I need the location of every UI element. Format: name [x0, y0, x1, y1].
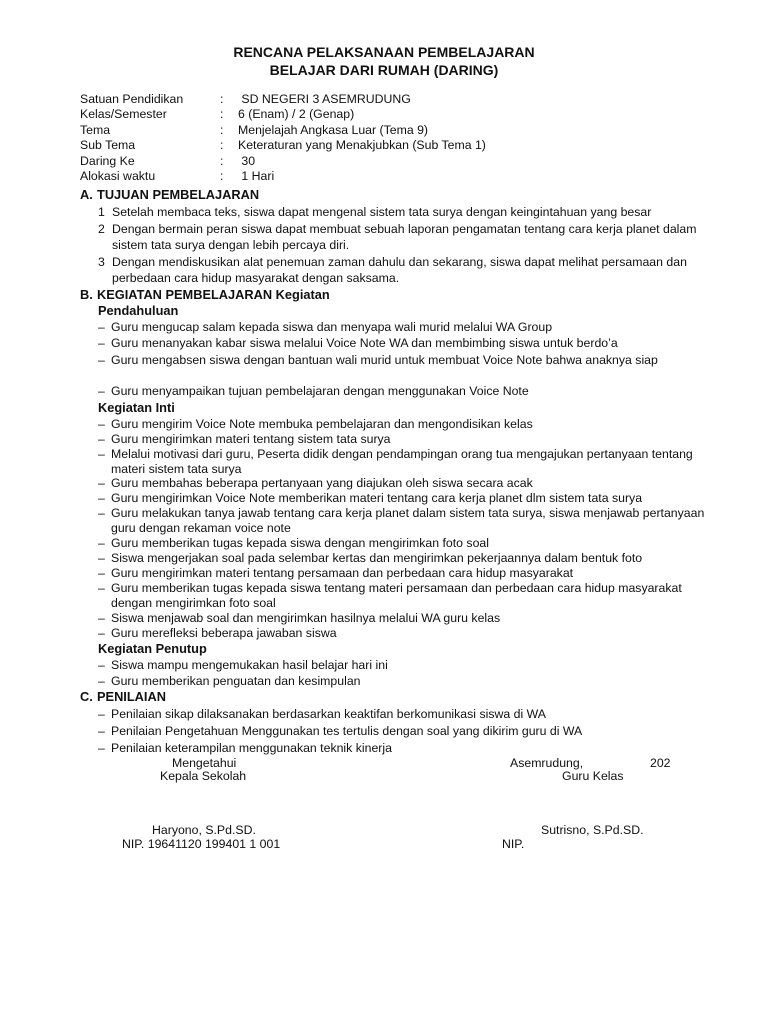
bullet-dash: –: [98, 476, 105, 490]
section-title: PENILAIAN: [97, 689, 166, 704]
identity-colon: :: [220, 122, 224, 137]
mengetahui-label: Mengetahui: [172, 756, 237, 770]
item-number: 1: [98, 205, 105, 219]
bullet-dash: –: [98, 417, 105, 431]
list-item: [98, 707, 718, 722]
item-text: Guru memberikan tugas kepada siswa tentang materi persamaan dan perbedaan cara hidup masyarakat dengan mengirimkan foto soal: [111, 581, 682, 610]
identity-row: [80, 154, 486, 169]
item-text: Guru menanyakan kabar siswa melalui Voice Note WA dan membimbing siswa untuk berdo’a: [111, 336, 618, 350]
list-item: [98, 566, 718, 581]
item-text: Dengan mendiskusikan alat penemuan zaman dahulu dan sekarang, siswa dapat melihat persamaan dan perbedaan cara hidup masyarakat dengan saksama.: [112, 255, 687, 285]
item-text: Guru mengucap salam kepada siswa dan menyapa wali murid melalui WA Group: [111, 320, 553, 334]
identity-value: 1 Hari: [238, 168, 275, 183]
identity-label: Kelas/Semester: [80, 107, 167, 122]
list-item: [98, 674, 718, 689]
bullet-dash: –: [98, 353, 105, 367]
list-item: [98, 536, 718, 551]
bullet-dash: –: [98, 336, 105, 350]
pendahuluan-heading: Pendahuluan: [98, 303, 179, 318]
list-item: [98, 432, 718, 447]
section-letter: A.: [80, 187, 93, 202]
identity-row: [80, 169, 486, 184]
bullet-dash: –: [98, 626, 105, 640]
list-item: [98, 611, 718, 626]
list-item: [98, 491, 718, 506]
document-subtitle: BELAJAR DARI RUMAH (DARING): [269, 62, 499, 78]
identity-colon: :: [220, 153, 224, 168]
principal-name: Haryono, S.Pd.SD.: [152, 823, 256, 837]
item-text: Guru memberikan penguatan dan kesimpulan: [111, 674, 361, 688]
teacher-role: Guru Kelas: [562, 769, 624, 783]
item-text: Guru mengirim Voice Note membuka pembelajaran dan mengondisikan kelas: [111, 417, 533, 431]
item-text: Guru merefleksi beberapa jawaban siswa: [111, 626, 337, 640]
item-text: Melalui motivasi dari guru, Peserta didik dengan pendampingan orang tua mengajukan pertanyaan tentang materi sistem tata surya: [111, 447, 693, 476]
section-letter: B.: [80, 287, 93, 302]
identity-colon: :: [220, 138, 224, 153]
section-title: KEGIATAN PEMBELAJARAN Kegiatan: [97, 287, 330, 302]
item-text: Guru memberikan tugas kepada siswa dengan mengirimkan foto soal: [111, 536, 489, 550]
identity-value: Menjelajah Angkasa Luar (Tema 9): [238, 122, 429, 137]
objective-item: [98, 254, 718, 286]
list-item: [98, 447, 718, 477]
bullet-dash: –: [98, 741, 105, 755]
item-text: Guru mengirimkan materi tentang persamaan dan perbedaan cara hidup masyarakat: [111, 566, 574, 580]
section-c-heading: [80, 689, 166, 705]
list-item: [98, 506, 718, 536]
objective-item: [98, 221, 718, 253]
bullet-dash: –: [98, 384, 105, 398]
section-b-heading: [80, 287, 330, 303]
identity-value: 6 (Enam) / 2 (Genap): [238, 107, 355, 122]
item-text: Setelah membaca teks, siswa dapat mengenal sistem tata surya dengan keingintahuan yang besar: [112, 205, 652, 219]
teacher-nip: NIP.: [502, 837, 525, 851]
identity-row: [80, 138, 486, 153]
bullet-dash: –: [98, 551, 105, 565]
list-item: [98, 581, 718, 611]
bullet-dash: –: [98, 658, 105, 672]
bullet-dash: –: [98, 506, 105, 520]
identity-label: Tema: [80, 122, 111, 137]
item-text: Guru membahas beberapa pertanyaan yang diajukan oleh siswa secara acak: [111, 476, 533, 490]
item-text: Siswa mengerjakan soal pada selembar kertas dan mengirimkan pekerjaannya dalam bentuk foto: [111, 551, 643, 565]
identity-value: 30: [238, 153, 256, 168]
bullet-dash: –: [98, 724, 105, 738]
year-label: 202: [650, 756, 671, 770]
bullet-dash: –: [98, 611, 105, 625]
section-a-heading: [80, 187, 259, 203]
principal-nip: NIP. 19641120 199401 1 001: [122, 837, 281, 851]
item-text: Guru mengirimkan Voice Note memberikan materi tentang cara kerja planet dlm sistem tata surya: [111, 491, 643, 505]
identity-row: [80, 107, 486, 122]
item-text: Siswa mampu mengemukakan hasil belajar hari ini: [111, 658, 388, 672]
item-text: Penilaian keterampilan menggunakan teknik kinerja: [111, 741, 392, 755]
list-item: [98, 417, 718, 432]
section-letter: C.: [80, 689, 93, 704]
item-text: Guru menyampaikan tujuan pembelajaran dengan menggunakan Voice Note: [111, 384, 529, 398]
bullet-dash: –: [98, 447, 105, 461]
place-date-label: Asemrudung,: [510, 756, 584, 770]
item-text: Penilaian sikap dilaksanakan berdasarkan keaktifan berkomunikasi siswa di WA: [111, 707, 546, 721]
list-item: [98, 741, 718, 756]
identity-colon: :: [220, 92, 224, 106]
item-text: Dengan bermain peran siswa dapat membuat sebuah laporan pengamatan tentang cara kerja planet dalam sistem tata surya dengan lebih percaya diri.: [112, 222, 697, 252]
kegiatan-penutup-heading: Kegiatan Penutup: [98, 641, 207, 656]
item-text: Guru mengabsen siswa dengan bantuan wali murid untuk membuat Voice Note bahwa anaknya siap: [111, 353, 658, 367]
identity-value: Keteraturan yang Menakjubkan (Sub Tema 1): [238, 138, 486, 153]
item-text: Guru mengirimkan materi tentang sistem tata surya: [111, 432, 391, 446]
section-title: TUJUAN PEMBELAJARAN: [97, 187, 260, 202]
list-item: [98, 724, 718, 739]
objective-item: [98, 204, 718, 220]
identity-label: Satuan Pendidikan: [80, 92, 184, 106]
identity-row: [80, 123, 486, 138]
list-item: [98, 320, 718, 335]
bullet-dash: –: [98, 581, 105, 595]
list-item: [98, 353, 718, 368]
list-item: [98, 476, 718, 491]
principal-role: Kepala Sekolah: [160, 769, 247, 783]
item-text: Guru melakukan tanya jawab tentang cara kerja planet dalam sistem tata surya, siswa menjawab pertanyaan guru dengan rekaman voice note: [111, 506, 705, 535]
bullet-dash: –: [98, 320, 105, 334]
identity-label: Sub Tema: [80, 138, 136, 153]
identity-value: SD NEGERI 3 ASEMRUDUNG: [238, 92, 411, 106]
kegiatan-inti-heading: Kegiatan Inti: [98, 400, 175, 415]
bullet-dash: –: [98, 432, 105, 446]
teacher-name: Sutrisno, S.Pd.SD.: [541, 823, 644, 837]
list-item: [98, 336, 718, 351]
document-title: RENCANA PELAKSANAAN PEMBELAJARAN: [233, 44, 535, 60]
item-text: Siswa menjawab soal dan mengirimkan hasilnya melalui WA guru kelas: [111, 611, 501, 625]
list-item: [98, 384, 718, 399]
item-number: 2: [98, 222, 105, 236]
identity-table: [80, 92, 486, 184]
identity-row: [80, 92, 486, 107]
bullet-dash: –: [98, 536, 105, 550]
bullet-dash: –: [98, 566, 105, 580]
identity-label: Daring Ke: [80, 153, 135, 168]
identity-colon: :: [220, 168, 224, 183]
list-item: [98, 626, 718, 641]
identity-colon: :: [220, 107, 224, 122]
bullet-dash: –: [98, 674, 105, 688]
bullet-dash: –: [98, 491, 105, 505]
bullet-dash: –: [98, 707, 105, 721]
list-item: [98, 551, 718, 566]
item-number: 3: [98, 255, 105, 269]
identity-label: Alokasi waktu: [80, 168, 156, 183]
item-text: Penilaian Pengetahuan Menggunakan tes tertulis dengan soal yang dikirim guru di WA: [111, 724, 583, 738]
list-item: [98, 658, 718, 673]
